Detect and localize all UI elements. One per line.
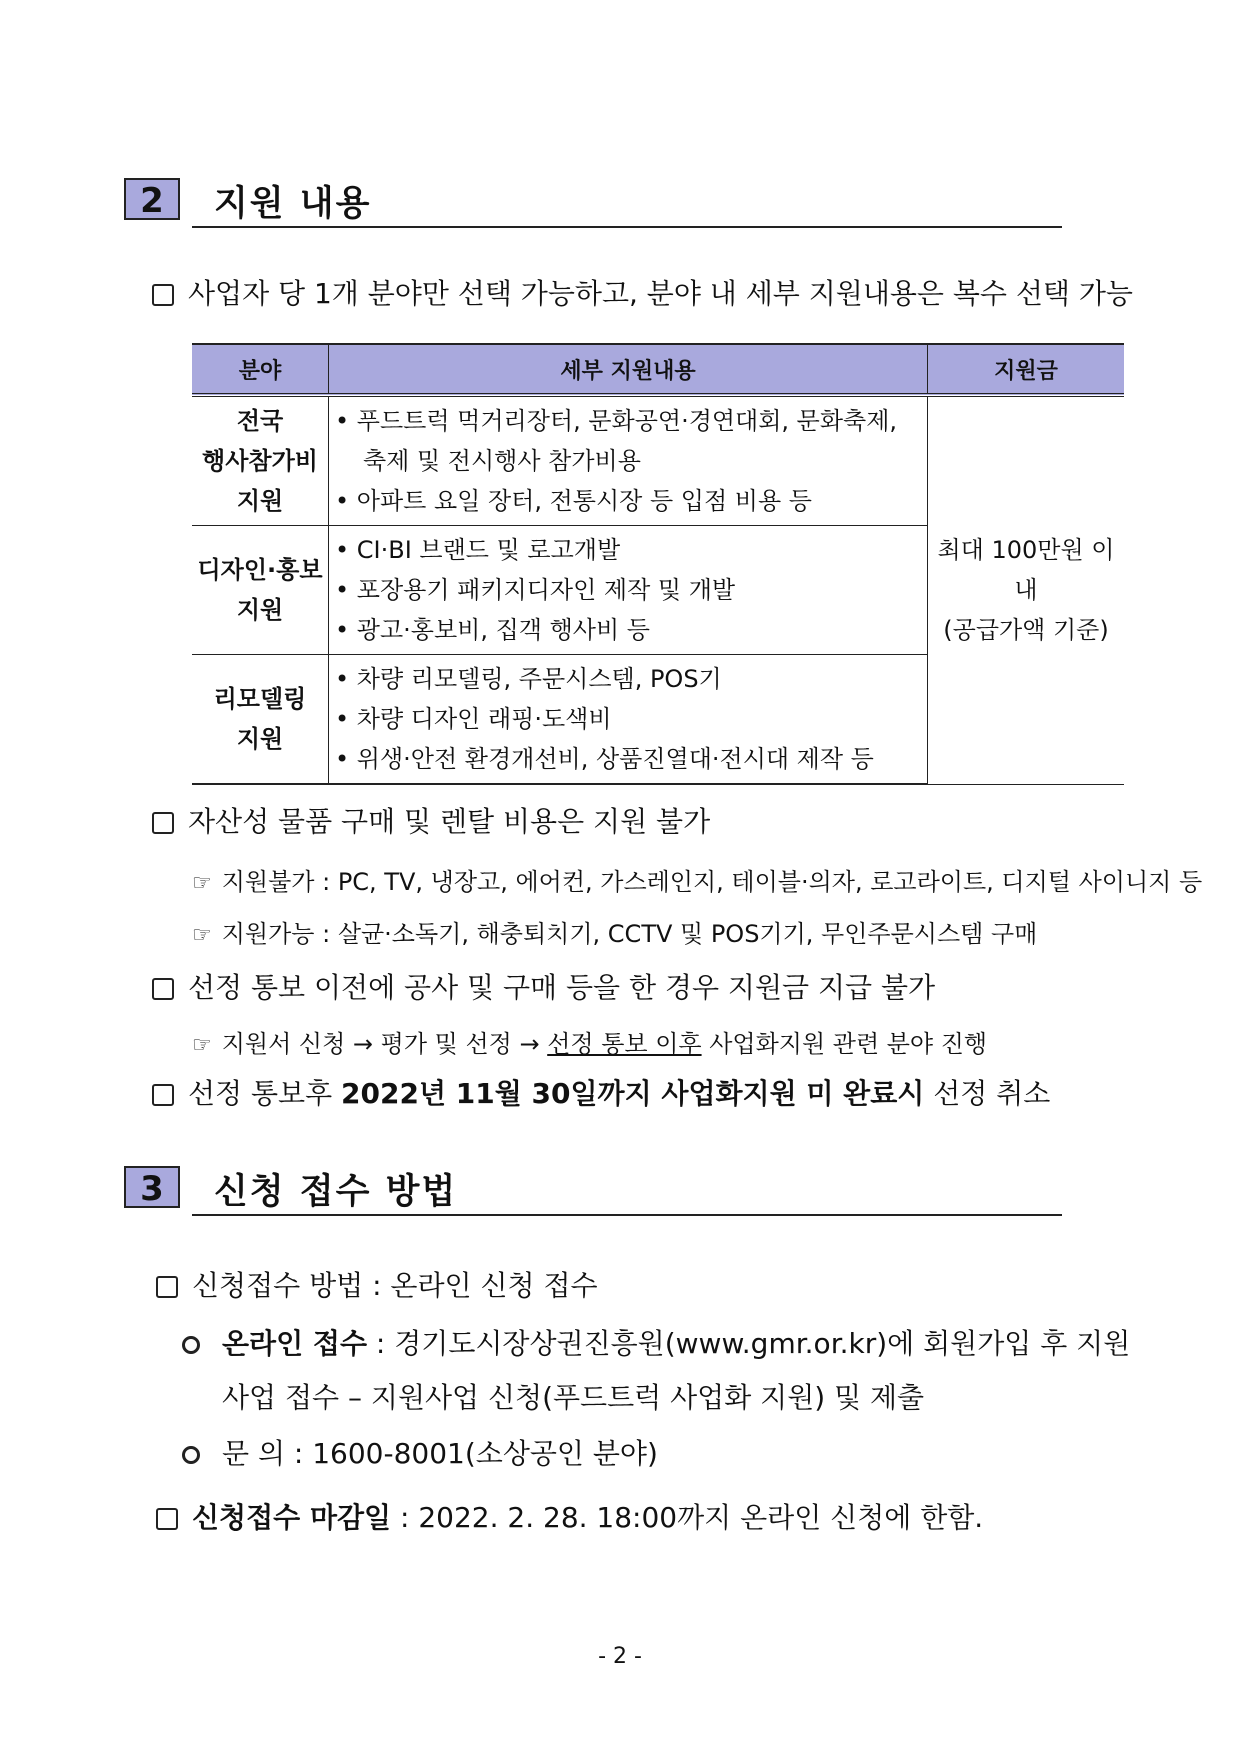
amount-cell [928, 395, 1125, 784]
process-flow [192, 1024, 987, 1059]
deadline-label: 신청접수 마감일 [192, 1501, 392, 1534]
circle-bullet-icon [182, 1446, 200, 1464]
category-line: 리모델링 [213, 685, 307, 713]
section-rule [192, 1214, 1062, 1216]
category-line: 전국 [236, 407, 284, 435]
section-rule [192, 226, 1062, 228]
detail-line: • CI·BI 브랜드 및 로고개발 [335, 536, 621, 564]
deadline-item [156, 1496, 983, 1536]
method-text: 신청접수 방법 : 온라인 신청 접수 [192, 1269, 598, 1302]
pointing-hand-icon: ☞ [192, 1033, 212, 1058]
detail-line: • 차량 디자인 래핑·도색비 [335, 705, 612, 733]
cancel-text: 선정 통보후 [188, 1077, 342, 1110]
section-number: 3 [124, 1166, 180, 1208]
checkbox-square-icon [156, 1508, 178, 1530]
category-cell [192, 395, 329, 526]
flow-text: 지원서 신청 → 평가 및 선정 → [221, 1030, 548, 1058]
online-label: 온라인 접수 [222, 1327, 367, 1360]
details-cell [329, 655, 928, 785]
detail-line: • 위생·안전 환경개선비, 상품진열대·전시대 제작 등 [335, 745, 874, 773]
checkbox-square-icon [152, 1084, 174, 1106]
online-text-2: 사업 접수 – 지원사업 신청(푸드트럭 사업화 지원) 및 제출 [222, 1381, 925, 1414]
amount-line: 최대 100만원 이내 [937, 536, 1115, 605]
pointing-hand-icon: ☞ [192, 871, 212, 896]
detail-line: • 푸드트럭 먹거리장터, 문화공연·경연대회, 문화축제, [335, 407, 898, 435]
online-item [182, 1322, 1130, 1362]
cancel-text: 선정 취소 [924, 1077, 1051, 1110]
header-details: 세부 지원내용 [329, 344, 928, 395]
support-table [192, 343, 1124, 785]
detail-line: 축제 및 전시행사 참가비용 [363, 447, 641, 475]
allowed-note [192, 914, 1037, 949]
prior-notice-text: 선정 통보 이전에 공사 및 구매 등을 한 경우 지원금 지급 불가 [188, 971, 936, 1004]
details-cell [329, 395, 928, 526]
intro-item [152, 272, 1133, 312]
deadline-text: : 2022. 2. 28. 18:00까지 온라인 신청에 한함. [391, 1501, 984, 1534]
details-cell [329, 526, 928, 655]
category-cell [192, 655, 329, 785]
detail-line: • 아파트 요일 장터, 전통시장 등 입점 비용 등 [335, 487, 812, 515]
prior-notice [152, 966, 935, 1006]
section-number: 2 [124, 178, 180, 220]
category-line: 지원 [236, 596, 284, 624]
category-line: 디자인·홍보 [197, 556, 323, 584]
category-line: 지원 [236, 487, 284, 515]
table-row [192, 395, 1124, 526]
section-2-heading [124, 178, 1062, 222]
flow-underlined: 선정 통보 이후 [547, 1030, 702, 1058]
detail-line: • 포장용기 패키지디자인 제작 및 개발 [335, 576, 736, 604]
checkbox-square-icon [156, 1276, 178, 1298]
flow-text: 사업화지원 관련 분야 진행 [701, 1030, 988, 1058]
checkbox-square-icon [152, 978, 174, 1000]
header-category: 분야 [192, 344, 329, 395]
section-3-heading [124, 1166, 1062, 1210]
circle-bullet-icon [182, 1336, 200, 1354]
method-item [156, 1264, 598, 1304]
pointing-hand-icon: ☞ [192, 923, 212, 948]
page-number: - 2 - [598, 1644, 642, 1669]
intro-text: 사업자 당 1개 분야만 선택 가능하고, 분야 내 세부 지원내용은 복수 선택 가능 [188, 277, 1133, 310]
section-title: 지원 내용 [214, 184, 372, 224]
inquiry-text: 문 의 : 1600-8001(소상공인 분야) [222, 1437, 658, 1470]
inquiry-item [182, 1432, 658, 1472]
online-item-cont [222, 1376, 924, 1416]
category-cell [192, 526, 329, 655]
header-amount: 지원금 [928, 344, 1125, 395]
detail-line: • 광고·홍보비, 집객 행사비 등 [335, 616, 650, 644]
checkbox-square-icon [152, 284, 174, 306]
cancel-notice [152, 1072, 1050, 1112]
detail-line: • 차량 리모델링, 주문시스템, POS기 [335, 665, 722, 693]
category-line: 행사참가비 [202, 447, 318, 475]
category-line: 지원 [236, 725, 284, 753]
checkbox-square-icon [152, 812, 174, 834]
not-allowed-text: 지원불가 : PC, TV, 냉장고, 에어컨, 가스레인지, 테이블·의자, 로고라이트, 디지털 사이니지 등 [221, 868, 1203, 896]
online-text: : 경기도시장상권진흥원(www.gmr.or.kr)에 회원가입 후 지원 [367, 1327, 1131, 1360]
asset-notice [152, 800, 710, 840]
section-title: 신청 접수 방법 [214, 1172, 458, 1212]
amount-line: (공급가액 기준) [943, 616, 1109, 645]
asset-notice-text: 자산성 물품 구매 및 렌탈 비용은 지원 불가 [188, 805, 711, 838]
allowed-text: 지원가능 : 살균·소독기, 해충퇴치기, CCTV 및 POS기기, 무인주문시스템 구매 [221, 920, 1038, 948]
cancel-bold: 2022년 11월 30일까지 사업화지원 미 완료시 [341, 1077, 925, 1110]
not-allowed-note [192, 862, 1202, 897]
